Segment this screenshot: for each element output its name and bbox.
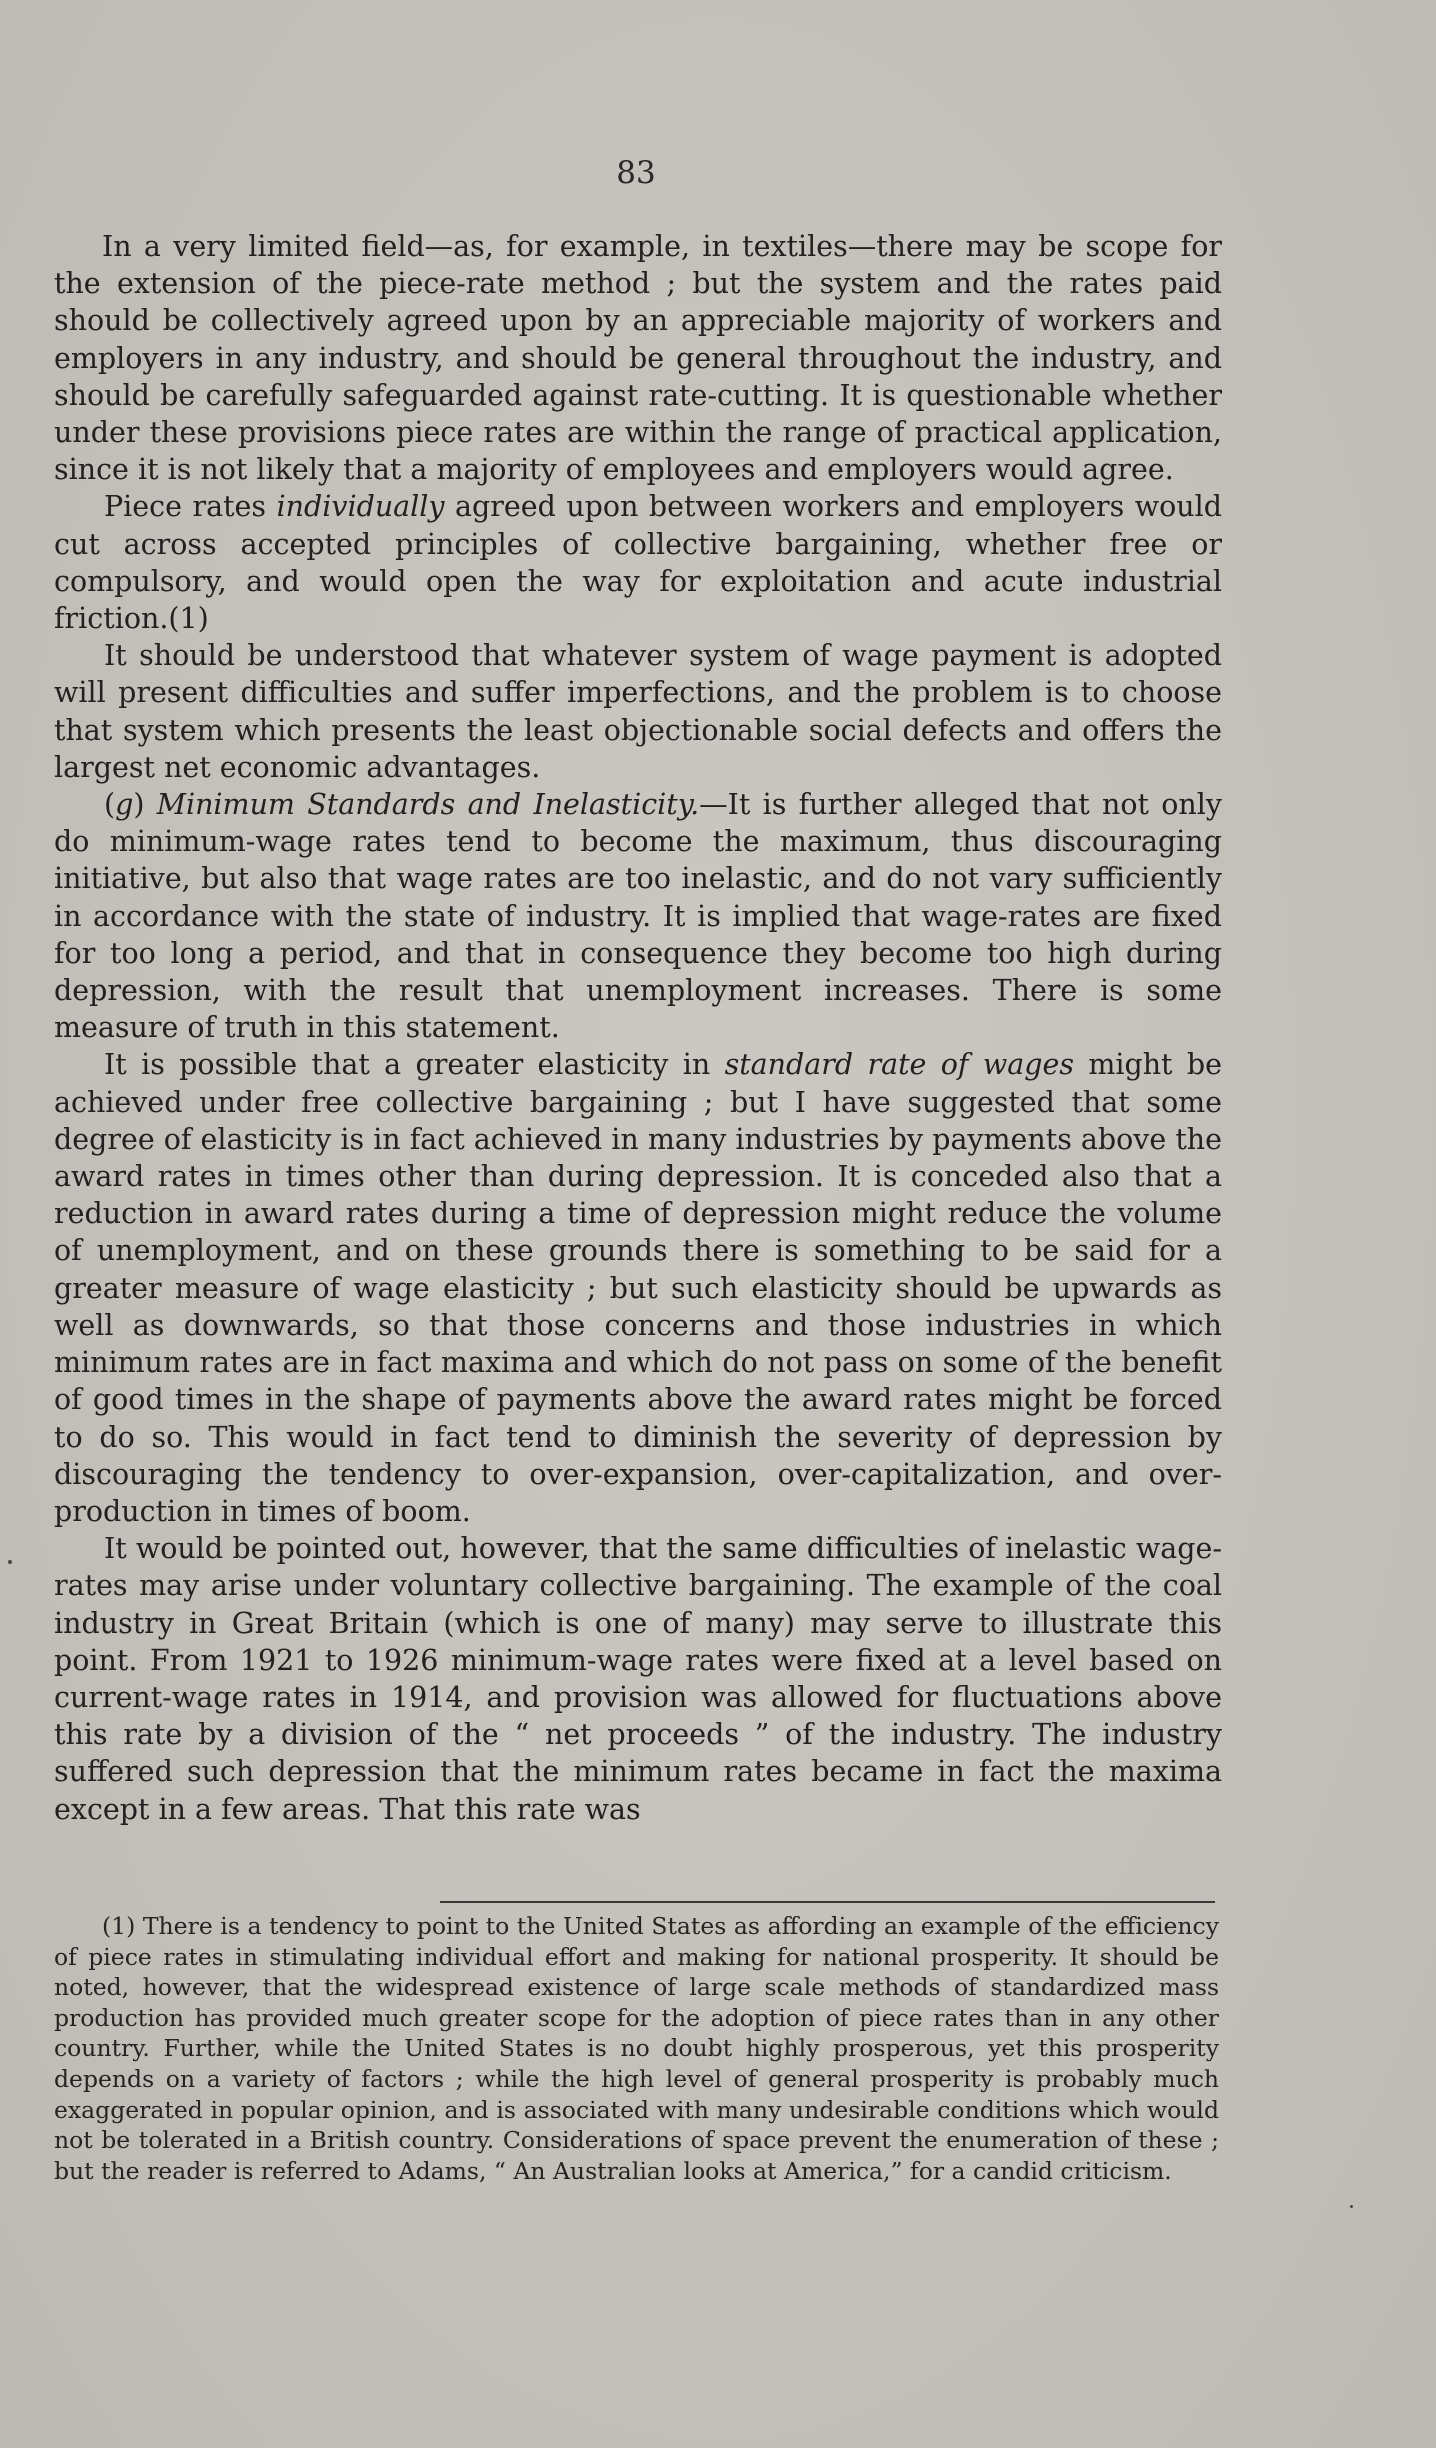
paragraph-text-segment: )	[133, 788, 157, 822]
paragraph-text-segment: —It is further alleged that not only do minimum-wage rates tend to become the maximum, thus discouraging initiative, but also that wage rates are too inelastic, and do not vary sufficiently in accordance with the state of industry. It is implied that wage-rates are fixed for too long a period, and that in consequence they become too high during depression, with the result that unemployment increases. There is some measure of truth in this statement.	[54, 788, 1222, 1045]
paper-speck	[1350, 2205, 1353, 2208]
section-heading: Minimum Standards and Inelasticity.	[156, 788, 700, 822]
paragraph-wage-elasticity	[54, 1046, 1222, 1530]
paragraph-individual-piece-rates	[54, 488, 1222, 637]
paragraph-text-segment: It is possible that a greater elasticity in	[104, 1048, 725, 1082]
footnotes	[54, 1911, 1219, 2186]
footnote-1: (1) There is a tendency to point to the United States as affording an example of the efficiency of piece rates in stimulating individual effort and making for national prosperity. It should be noted, however, that the widespread existence of large scale methods of standardized mass production has provided much greater scope for the adoption of piece rates than in any other country. Further, while the United States is no doubt highly prosperous, yet this prosperity depends on a variety of factors ; while the high level of general prosperity is probably much exaggerated in popular opinion, and is associated with many undesirable conditions which would not be tolerated in a British country. Considerations of space prevent the enumeration of these ; but the reader is referred to Adams, “ An Australian looks at America,” for a candid criticism.	[54, 1912, 1219, 2185]
paragraph-text-segment: (	[104, 788, 116, 822]
paragraph-text-segment: might be achieved under free collective bargaining ; but I have suggested that some degree of elasticity is in fact achieved in many industries by payments above the award rates in times other than during depression. It is conceded also that a reduction in award rates during a time of depression might reduce the volume of unemployment, and on these grounds there is something to be said for a greater measure of wage elasticity ; but such elasticity should be upwards as well as downwards, so that those concerns and those industries in which minimum rates are in fact maxima and which do not pass on some of the benefit of good times in the shape of payments above the award rates might be forced to do so. This would in fact tend to diminish the severity of depression by discouraging the tendency to over-expansion, over-capitalization, and over-production in times of boom.	[54, 1048, 1223, 1528]
emphasis-text: standard rate of wages	[724, 1048, 1074, 1082]
emphasis-text: individually	[276, 490, 445, 524]
paragraph-text-segment: Piece rates	[104, 490, 277, 524]
paragraph-text-segment: agreed upon between workers and employers would cut across accepted principles of collective bargaining, whether free or compulsory, and would open the way for exploitation and acute industrial friction.(1)	[54, 490, 1222, 636]
paragraph-minimum-standards	[54, 786, 1222, 1046]
paragraph-wage-system-choice: It should be understood that whatever system of wage payment is adopted will present difficulties and suffer imperfections, and the problem is to choose that system which presents the least objectionable social defects and offers the largest net economic advantages.	[54, 639, 1222, 784]
paper-speck	[8, 1560, 12, 1564]
body-text	[54, 228, 1222, 1828]
page-number: 83	[616, 155, 656, 191]
section-letter: g	[115, 788, 134, 822]
paragraph-coal-industry-example: It would be pointed out, however, that the same difficulties of inelastic wage-rates may arise under voluntary collective bargaining. The example of the coal industry in Great Britain (which is one of many) may serve to illustrate this point. From 1921 to 1926 minimum-wage rates were fixed at a level based on current-wage rates in 1914, and provision was allowed for fluctuations above this rate by a division of the “ net proceeds ” of the industry. The industry suffered such depression that the minimum rates became in fact the maxima except in a few areas. That this rate was	[54, 1532, 1222, 1826]
footnote-divider	[440, 1901, 1215, 1903]
paragraph-piece-rate-scope: In a very limited field—as, for example, in textiles—there may be scope for the extension of the piece-rate method ; but the system and the rates paid should be collectively agreed upon by an appreciable majority of workers and employers in any industry, and should be general throughout the industry, and should be carefully safeguarded against rate-cutting. It is questionable whether under these provisions piece rates are within the range of practical application, since it is not likely that a majority of employees and employers would agree.	[54, 230, 1222, 487]
